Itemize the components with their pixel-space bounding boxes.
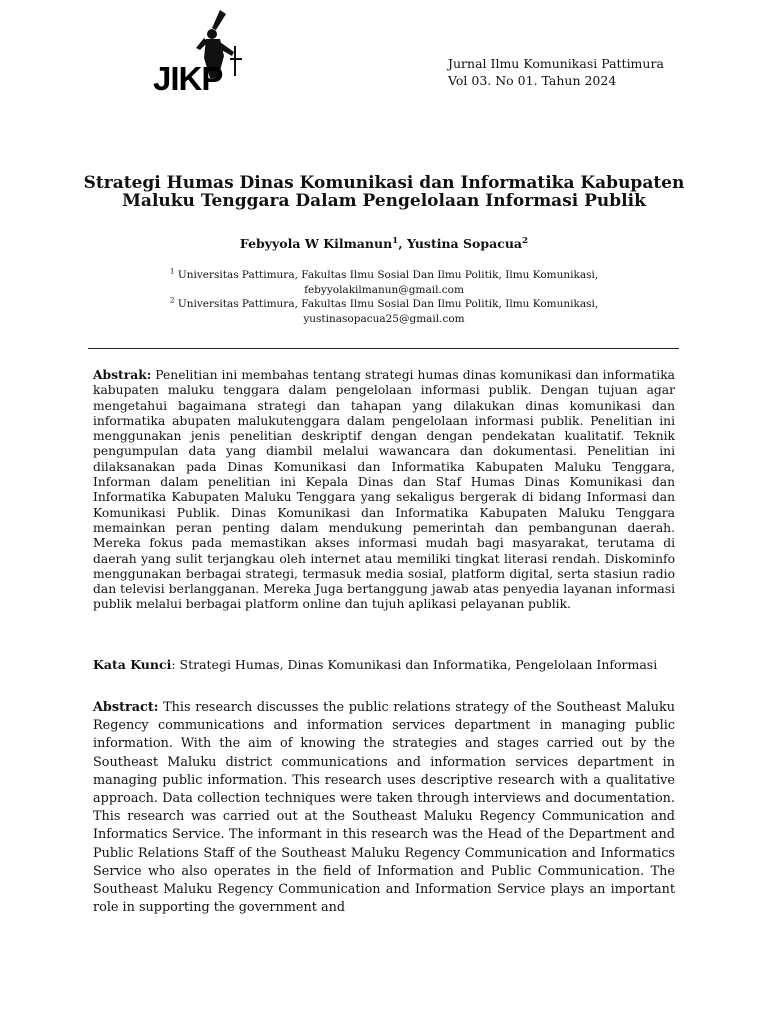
author-mark: 2 xyxy=(522,235,529,246)
affiliation-institution: $^2$ Universitas Pattimura, Fakultas Ilmu Sosial Dan Ilmu Politik, Ilmu Komunikasi, xyxy=(169,295,599,310)
affiliations xyxy=(80,268,688,326)
abstrak-text: Penelitian ini membahas tentang strategi humas dinas komunikasi dan informatika kabupaten maluku tenggara dalam pengelolaan informasi publik. Dengan tujuan agar mengetahui bagaimana strategi dan tahapan yang dilakukan dinas komunikasi dan informatika abupaten malukutenggara dalam pengelolaan informasi publik. Penelitian ini menggunakan jenis penelitian deskriptif dengan dengan pendekatan kualitatif. Teknik pengumpulan data yang diambil melalui wawancara dan dokumentasi. Penelitian ini dilaksanakan pada Dinas Komunikasi dan Informatika Kabupaten Maluku Tenggara, Informan dalam penelitian ini Kepala Dinas dan Staf Humas Dinas Komunikasi dan Informatika Kabupaten Maluku Tenggara yang sekaligus bergerak di bidang Informasi dan Komunikasi Publik. Dinas Komunikasi dan Informatika Kabupaten Maluku Tenggara memainkan peran penting dalam mendukung pemerintah dan pembangunan daerah. Mereka fokus pada memastikan akses informasi mudah bagi masyarakat, terutama di daerah yang sulit terjangkau oleh internet atau memiliki tingkat literasi rendah. Diskominfo menggunakan berbagai strategi, termasuk media sosial, platform digital, serta stasiun radio dan televisi berlangganan. Mereka Juga bertanggung jawab atas penyedia layanan informasi publik melalui berbagai platform online dan tujuh aplikasi pelayanan publik. xyxy=(93,368,675,612)
header-divider xyxy=(88,348,679,349)
abstract-text: This research discusses the public relations strategy of the Southeast Maluku Regency communications and information services department in managing public information. With the aim of knowing the strategies and stages carried out by the Southeast Maluku district communications and information services department in managing public information. This research uses descriptive research with a qualitative approach. Data collection techniques were taken through interviews and documentation. This research was carried out at the Southeast Maluku Regency Communication and Informatics Service. The informant in this research was the Head of the Department and Public Relations Staff of the Southeast Maluku Regency Communication and Informatics Service who also operates in the field of Information and Public Communication. The Southeast Maluku Regency Communication and Information Service plays an important role in supporting the government and xyxy=(93,700,675,916)
affiliation-email: yustinasopacua25@gmail.com xyxy=(303,312,465,325)
affiliation-mark: 2 xyxy=(169,295,175,305)
journal-header xyxy=(448,55,664,89)
kata-kunci-paragraph xyxy=(93,655,675,674)
abstract-paragraph xyxy=(93,699,675,917)
author-list xyxy=(80,236,688,251)
affiliation-institution: $^1$ Universitas Pattimura, Fakultas Ilmu Sosial Dan Ilmu Politik, Ilmu Komunikasi, xyxy=(169,266,599,281)
kata-kunci-label: Kata Kunci xyxy=(93,657,172,672)
affiliation-email: febyyolakilmanun@gmail.com xyxy=(304,283,464,296)
affiliation-mark: 1 xyxy=(169,266,175,276)
author-separator: , xyxy=(398,236,407,251)
author-name: Yustina Sopacua xyxy=(406,236,523,251)
journal-issue: Vol 03. No 01. Tahun 2024 xyxy=(448,73,617,88)
journal-name: Jurnal Ilmu Komunikasi Pattimura xyxy=(448,56,664,71)
author-mark: 1 xyxy=(392,235,399,246)
article-title: Strategi Humas Dinas Komunikasi dan Informatika Kabupaten Maluku Tenggara Dalam Pengelolaan Informasi Publik xyxy=(83,173,685,211)
author-name: Febyyola W Kilmanun xyxy=(239,236,393,251)
journal-logo xyxy=(150,8,260,97)
abstract-label: Abstract: xyxy=(93,700,159,715)
logo-text: JIKP xyxy=(153,60,223,97)
abstrak-paragraph xyxy=(93,367,675,613)
kata-kunci-text: : Strategi Humas, Dinas Komunikasi dan Informatika, Pengelolaan Informasi xyxy=(171,657,658,672)
abstrak-label: Abstrak: xyxy=(93,367,152,382)
